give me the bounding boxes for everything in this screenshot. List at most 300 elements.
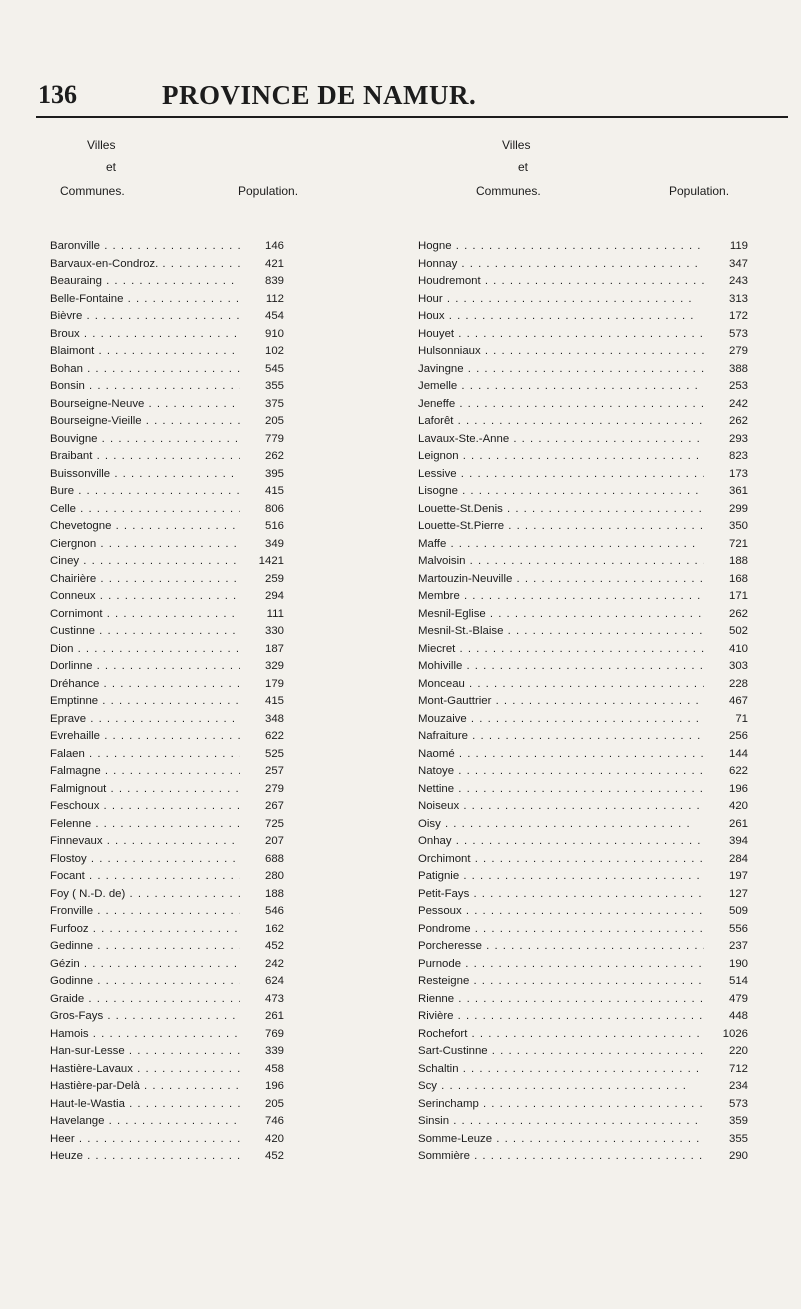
commune-population: 102 bbox=[240, 343, 284, 361]
commune-population: 458 bbox=[240, 1061, 284, 1079]
commune-population: 452 bbox=[240, 938, 284, 956]
commune-row bbox=[50, 956, 400, 974]
commune-population: 205 bbox=[240, 1096, 284, 1114]
commune-row bbox=[418, 308, 790, 326]
commune-row bbox=[50, 763, 400, 781]
commune-row bbox=[50, 308, 400, 326]
commune-population: 1421 bbox=[240, 553, 284, 571]
commune-name: Serinchamp . . . bbox=[418, 1096, 728, 1114]
commune-row bbox=[50, 553, 400, 571]
commune-population: 257 bbox=[240, 763, 284, 781]
commune-name: Haut-le-Wastia . . . bbox=[50, 1096, 282, 1114]
commune-row bbox=[50, 466, 400, 484]
commune-name: Maffe . . . bbox=[418, 536, 728, 554]
page-header bbox=[0, 80, 801, 116]
commune-name: Falmagne . . . bbox=[50, 763, 282, 781]
commune-row bbox=[418, 868, 790, 886]
commune-name: Hogne . . . bbox=[418, 238, 728, 256]
commune-population: 348 bbox=[240, 711, 284, 729]
commune-name: Hastière-Lavaux . . . bbox=[50, 1061, 282, 1079]
commune-name: Houyet . . . bbox=[418, 326, 728, 344]
header-villes: Villes bbox=[87, 138, 116, 152]
commune-population: 267 bbox=[240, 798, 284, 816]
commune-population: 146 bbox=[240, 238, 284, 256]
commune-population: 71 bbox=[704, 711, 748, 729]
commune-row bbox=[418, 518, 790, 536]
commune-row bbox=[50, 781, 400, 799]
commune-row bbox=[50, 588, 400, 606]
commune-row bbox=[50, 273, 400, 291]
commune-population: 502 bbox=[704, 623, 748, 641]
commune-name: Bure . . . bbox=[50, 483, 282, 501]
commune-row bbox=[50, 1096, 400, 1114]
commune-row bbox=[50, 501, 400, 519]
column-header bbox=[418, 138, 790, 238]
commune-population: 237 bbox=[704, 938, 748, 956]
commune-row bbox=[50, 658, 400, 676]
commune-population: 190 bbox=[704, 956, 748, 974]
commune-population: 329 bbox=[240, 658, 284, 676]
commune-name: Buissonville . . . bbox=[50, 466, 282, 484]
commune-row bbox=[50, 903, 400, 921]
column-header bbox=[50, 138, 400, 238]
commune-population: 205 bbox=[240, 413, 284, 431]
commune-population: 127 bbox=[704, 886, 748, 904]
commune-name: Fronville . . . bbox=[50, 903, 282, 921]
commune-population: 144 bbox=[704, 746, 748, 764]
commune-population: 242 bbox=[240, 956, 284, 974]
commune-population: 171 bbox=[704, 588, 748, 606]
commune-name: Rienne . . . bbox=[418, 991, 728, 1009]
commune-population: 347 bbox=[704, 256, 748, 274]
commune-name: Gedinne . . . bbox=[50, 938, 282, 956]
commune-name: Han-sur-Lesse . . . bbox=[50, 1043, 282, 1061]
commune-population: 545 bbox=[240, 361, 284, 379]
commune-population: 172 bbox=[704, 308, 748, 326]
commune-name: Jemelle . . . bbox=[418, 378, 728, 396]
commune-name: Laforêt . . . bbox=[418, 413, 728, 431]
commune-row bbox=[50, 851, 400, 869]
commune-row bbox=[418, 781, 790, 799]
commune-row bbox=[418, 816, 790, 834]
commune-name: Somme-Leuze . . . bbox=[418, 1131, 728, 1149]
commune-name: Gros-Fays . . . bbox=[50, 1008, 282, 1026]
commune-name: Martouzin-Neuville . . . bbox=[418, 571, 728, 589]
commune-population: 509 bbox=[704, 903, 748, 921]
commune-row bbox=[50, 1043, 400, 1061]
commune-population: 339 bbox=[240, 1043, 284, 1061]
commune-population: 196 bbox=[240, 1078, 284, 1096]
commune-population: 197 bbox=[704, 868, 748, 886]
commune-row bbox=[418, 501, 790, 519]
commune-row bbox=[50, 693, 400, 711]
commune-row bbox=[418, 343, 790, 361]
commune-population: 359 bbox=[704, 1113, 748, 1131]
commune-name: Barvaux-en-Condroz. . . . bbox=[50, 256, 282, 274]
commune-row bbox=[50, 1113, 400, 1131]
commune-row bbox=[50, 886, 400, 904]
commune-row bbox=[418, 746, 790, 764]
right-column bbox=[418, 138, 790, 1162]
commune-population: 1026 bbox=[704, 1026, 748, 1044]
commune-population: 168 bbox=[704, 571, 748, 589]
commune-population: 420 bbox=[704, 798, 748, 816]
commune-population: 448 bbox=[704, 1008, 748, 1026]
commune-name: Furfooz . . . bbox=[50, 921, 282, 939]
commune-name: Havelange . . . bbox=[50, 1113, 282, 1131]
commune-population: 806 bbox=[240, 501, 284, 519]
commune-row bbox=[418, 1113, 790, 1131]
commune-row bbox=[50, 326, 400, 344]
commune-name: Porcheresse . . . bbox=[418, 938, 728, 956]
commune-name: Lavaux-Ste.-Anne . . . bbox=[418, 431, 728, 449]
commune-name: Orchimont . . . bbox=[418, 851, 728, 869]
commune-row bbox=[418, 256, 790, 274]
commune-row bbox=[418, 1096, 790, 1114]
commune-name: Chevetogne . . . bbox=[50, 518, 282, 536]
commune-population: 839 bbox=[240, 273, 284, 291]
commune-row bbox=[50, 291, 400, 309]
commune-row bbox=[50, 361, 400, 379]
commune-row bbox=[50, 728, 400, 746]
commune-population: 573 bbox=[704, 1096, 748, 1114]
commune-row bbox=[418, 378, 790, 396]
commune-name: Feschoux . . . bbox=[50, 798, 282, 816]
commune-population: 573 bbox=[704, 326, 748, 344]
commune-row bbox=[418, 623, 790, 641]
commune-population: 261 bbox=[704, 816, 748, 834]
commune-name: Leignon . . . bbox=[418, 448, 728, 466]
commune-population: 910 bbox=[240, 326, 284, 344]
commune-name: Houx . . . bbox=[418, 308, 728, 326]
commune-name: Membre . . . bbox=[418, 588, 728, 606]
commune-population: 280 bbox=[240, 868, 284, 886]
commune-row bbox=[418, 553, 790, 571]
commune-population: 420 bbox=[240, 1131, 284, 1149]
commune-population: 262 bbox=[704, 606, 748, 624]
commune-name: Malvoisin . . . bbox=[418, 553, 728, 571]
commune-population: 173 bbox=[704, 466, 748, 484]
commune-row bbox=[418, 413, 790, 431]
commune-population: 361 bbox=[704, 483, 748, 501]
commune-row bbox=[418, 431, 790, 449]
commune-row bbox=[418, 658, 790, 676]
commune-row bbox=[418, 326, 790, 344]
commune-row bbox=[418, 886, 790, 904]
commune-population: 242 bbox=[704, 396, 748, 414]
commune-row bbox=[418, 238, 790, 256]
commune-population: 162 bbox=[240, 921, 284, 939]
commune-name: Resteigne . . . bbox=[418, 973, 728, 991]
commune-row bbox=[418, 851, 790, 869]
commune-row bbox=[418, 588, 790, 606]
left-column bbox=[50, 138, 400, 1162]
commune-row bbox=[50, 483, 400, 501]
commune-name: Finnevaux . . . bbox=[50, 833, 282, 851]
commune-list bbox=[50, 238, 400, 1166]
commune-name: Falmignout . . . bbox=[50, 781, 282, 799]
commune-population: 234 bbox=[704, 1078, 748, 1096]
commune-population: 256 bbox=[704, 728, 748, 746]
commune-row bbox=[418, 1131, 790, 1149]
commune-row bbox=[418, 798, 790, 816]
commune-population: 349 bbox=[240, 536, 284, 554]
commune-row bbox=[50, 343, 400, 361]
commune-row bbox=[50, 431, 400, 449]
commune-row bbox=[50, 396, 400, 414]
commune-name: Oisy . . . bbox=[418, 816, 728, 834]
commune-row bbox=[418, 291, 790, 309]
commune-population: 823 bbox=[704, 448, 748, 466]
commune-row bbox=[50, 991, 400, 1009]
commune-name: Dréhance . . . bbox=[50, 676, 282, 694]
commune-row bbox=[50, 641, 400, 659]
header-communes: Communes. bbox=[476, 184, 541, 198]
commune-population: 111 bbox=[240, 606, 284, 624]
commune-name: Custinne . . . bbox=[50, 623, 282, 641]
commune-name: Sart-Custinne . . . bbox=[418, 1043, 728, 1061]
commune-row bbox=[418, 921, 790, 939]
commune-row bbox=[418, 483, 790, 501]
header-population: Population. bbox=[669, 184, 730, 198]
commune-name: Lisogne . . . bbox=[418, 483, 728, 501]
commune-name: Miecret . . . bbox=[418, 641, 728, 659]
commune-row bbox=[50, 1061, 400, 1079]
commune-row bbox=[418, 973, 790, 991]
commune-name: Beauraing . . . bbox=[50, 273, 282, 291]
commune-population: 394 bbox=[704, 833, 748, 851]
commune-row bbox=[418, 938, 790, 956]
commune-row bbox=[50, 973, 400, 991]
commune-row bbox=[50, 798, 400, 816]
commune-name: Mesnil-St.-Blaise . . . bbox=[418, 623, 728, 641]
commune-population: 467 bbox=[704, 693, 748, 711]
commune-population: 355 bbox=[704, 1131, 748, 1149]
commune-population: 516 bbox=[240, 518, 284, 536]
commune-name: Lessive . . . bbox=[418, 466, 728, 484]
commune-row bbox=[418, 728, 790, 746]
commune-population: 261 bbox=[240, 1008, 284, 1026]
commune-name: Heer . . . bbox=[50, 1131, 282, 1149]
commune-row bbox=[50, 378, 400, 396]
commune-name: Dorlinne . . . bbox=[50, 658, 282, 676]
commune-population: 220 bbox=[704, 1043, 748, 1061]
commune-population: 253 bbox=[704, 378, 748, 396]
commune-row bbox=[418, 448, 790, 466]
commune-population: 624 bbox=[240, 973, 284, 991]
commune-name: Godinne . . . bbox=[50, 973, 282, 991]
commune-name: Louette-St.Denis . . . bbox=[418, 501, 728, 519]
commune-name: Ciney . . . bbox=[50, 553, 282, 571]
commune-population: 187 bbox=[240, 641, 284, 659]
commune-name: Mouzaive . . . bbox=[418, 711, 728, 729]
commune-population: 454 bbox=[240, 308, 284, 326]
commune-name: Dion . . . bbox=[50, 641, 282, 659]
commune-name: Purnode . . . bbox=[418, 956, 728, 974]
header-villes: Villes bbox=[502, 138, 531, 152]
commune-name: Scy . . . bbox=[418, 1078, 728, 1096]
commune-row bbox=[418, 1078, 790, 1096]
commune-population: 546 bbox=[240, 903, 284, 921]
commune-population: 279 bbox=[704, 343, 748, 361]
commune-name: Rivière . . . bbox=[418, 1008, 728, 1026]
commune-name: Sinsin . . . bbox=[418, 1113, 728, 1131]
commune-list bbox=[418, 238, 790, 1166]
commune-name: Bourseigne-Neuve . . . bbox=[50, 396, 282, 414]
commune-population: 375 bbox=[240, 396, 284, 414]
header-rule bbox=[36, 116, 788, 118]
commune-row bbox=[418, 956, 790, 974]
commune-population: 473 bbox=[240, 991, 284, 1009]
commune-population: 712 bbox=[704, 1061, 748, 1079]
commune-population: 207 bbox=[240, 833, 284, 851]
commune-name: Louette-St.Pierre . . . bbox=[418, 518, 728, 536]
commune-population: 769 bbox=[240, 1026, 284, 1044]
commune-population: 746 bbox=[240, 1113, 284, 1131]
commune-name: Heuze . . . bbox=[50, 1148, 282, 1166]
commune-name: Bourseigne-Vieille . . . bbox=[50, 413, 282, 431]
commune-row bbox=[418, 396, 790, 414]
commune-row bbox=[418, 571, 790, 589]
commune-name: Petit-Fays . . . bbox=[418, 886, 728, 904]
commune-population: 262 bbox=[240, 448, 284, 466]
commune-name: Sommière . . . bbox=[418, 1148, 728, 1166]
commune-name: Emptinne . . . bbox=[50, 693, 282, 711]
commune-row bbox=[418, 991, 790, 1009]
commune-name: Schaltin . . . bbox=[418, 1061, 728, 1079]
commune-row bbox=[418, 903, 790, 921]
commune-population: 196 bbox=[704, 781, 748, 799]
commune-row bbox=[50, 413, 400, 431]
commune-population: 421 bbox=[240, 256, 284, 274]
header-communes: Communes. bbox=[60, 184, 125, 198]
commune-population: 415 bbox=[240, 483, 284, 501]
commune-row bbox=[418, 1043, 790, 1061]
commune-name: Bièvre . . . bbox=[50, 308, 282, 326]
header-et: et bbox=[106, 160, 117, 174]
commune-name: Cornimont . . . bbox=[50, 606, 282, 624]
commune-name: Mohiville . . . bbox=[418, 658, 728, 676]
commune-name: Rochefort . . . bbox=[418, 1026, 728, 1044]
commune-name: Pessoux . . . bbox=[418, 903, 728, 921]
commune-row bbox=[50, 746, 400, 764]
commune-name: Flostoy . . . bbox=[50, 851, 282, 869]
commune-population: 514 bbox=[704, 973, 748, 991]
commune-population: 688 bbox=[240, 851, 284, 869]
commune-row bbox=[50, 833, 400, 851]
commune-name: Monceau . . . bbox=[418, 676, 728, 694]
commune-row bbox=[50, 571, 400, 589]
commune-name: Bonsin . . . bbox=[50, 378, 282, 396]
commune-population: 179 bbox=[240, 676, 284, 694]
commune-row bbox=[50, 868, 400, 886]
commune-population: 243 bbox=[704, 273, 748, 291]
commune-population: 313 bbox=[704, 291, 748, 309]
commune-name: Felenne . . . bbox=[50, 816, 282, 834]
commune-name: Pondrome . . . bbox=[418, 921, 728, 939]
commune-population: 259 bbox=[240, 571, 284, 589]
commune-name: Naomé . . . bbox=[418, 746, 728, 764]
commune-row bbox=[50, 518, 400, 536]
commune-population: 395 bbox=[240, 466, 284, 484]
commune-row bbox=[50, 256, 400, 274]
commune-name: Onhay . . . bbox=[418, 833, 728, 851]
commune-population: 262 bbox=[704, 413, 748, 431]
commune-name: Hamois . . . bbox=[50, 1026, 282, 1044]
commune-name: Hour . . . bbox=[418, 291, 728, 309]
commune-name: Focant . . . bbox=[50, 868, 282, 886]
commune-name: Blaimont . . . bbox=[50, 343, 282, 361]
commune-name: Natoye . . . bbox=[418, 763, 728, 781]
commune-name: Baronville . . . bbox=[50, 238, 282, 256]
header-et: et bbox=[518, 160, 529, 174]
commune-row bbox=[50, 711, 400, 729]
commune-population: 293 bbox=[704, 431, 748, 449]
commune-population: 721 bbox=[704, 536, 748, 554]
commune-population: 556 bbox=[704, 921, 748, 939]
commune-population: 330 bbox=[240, 623, 284, 641]
commune-name: Chairière . . . bbox=[50, 571, 282, 589]
commune-row bbox=[50, 1026, 400, 1044]
commune-population: 112 bbox=[240, 291, 284, 309]
commune-name: Mont-Gauttrier . . . bbox=[418, 693, 728, 711]
commune-name: Patignie . . . bbox=[418, 868, 728, 886]
commune-name: Ciergnon . . . bbox=[50, 536, 282, 554]
commune-name: Hastière-par-Delà . . . bbox=[50, 1078, 282, 1096]
commune-name: Mesnil-Eglise . . . bbox=[418, 606, 728, 624]
commune-population: 622 bbox=[704, 763, 748, 781]
commune-row bbox=[50, 606, 400, 624]
commune-row bbox=[50, 1131, 400, 1149]
commune-row bbox=[418, 1008, 790, 1026]
commune-population: 188 bbox=[240, 886, 284, 904]
page-number: 136 bbox=[38, 80, 77, 109]
commune-row bbox=[50, 1008, 400, 1026]
commune-name: Houdremont . . . bbox=[418, 273, 728, 291]
commune-name: Belle-Fontaine . . . bbox=[50, 291, 282, 309]
commune-name: Noiseux . . . bbox=[418, 798, 728, 816]
commune-name: Evrehaille . . . bbox=[50, 728, 282, 746]
commune-name: Broux . . . bbox=[50, 326, 282, 344]
commune-row bbox=[418, 1061, 790, 1079]
commune-name: Bouvigne . . . bbox=[50, 431, 282, 449]
commune-name: Falaen . . . bbox=[50, 746, 282, 764]
page-title: PROVINCE DE NAMUR. bbox=[162, 80, 477, 110]
commune-row bbox=[418, 273, 790, 291]
commune-row bbox=[50, 1148, 400, 1166]
commune-population: 303 bbox=[704, 658, 748, 676]
commune-population: 284 bbox=[704, 851, 748, 869]
commune-row bbox=[50, 623, 400, 641]
header-population: Population. bbox=[238, 184, 299, 198]
commune-row bbox=[418, 641, 790, 659]
commune-row bbox=[418, 536, 790, 554]
commune-row bbox=[418, 833, 790, 851]
commune-population: 350 bbox=[704, 518, 748, 536]
commune-row bbox=[418, 606, 790, 624]
commune-population: 290 bbox=[704, 1148, 748, 1166]
commune-row bbox=[418, 711, 790, 729]
commune-name: Jeneffe . . . bbox=[418, 396, 728, 414]
commune-population: 452 bbox=[240, 1148, 284, 1166]
commune-population: 479 bbox=[704, 991, 748, 1009]
commune-name: Nettine . . . bbox=[418, 781, 728, 799]
commune-row bbox=[50, 816, 400, 834]
commune-row bbox=[418, 1026, 790, 1044]
commune-population: 725 bbox=[240, 816, 284, 834]
commune-name: Hulsonniaux . . . bbox=[418, 343, 728, 361]
commune-population: 355 bbox=[240, 378, 284, 396]
